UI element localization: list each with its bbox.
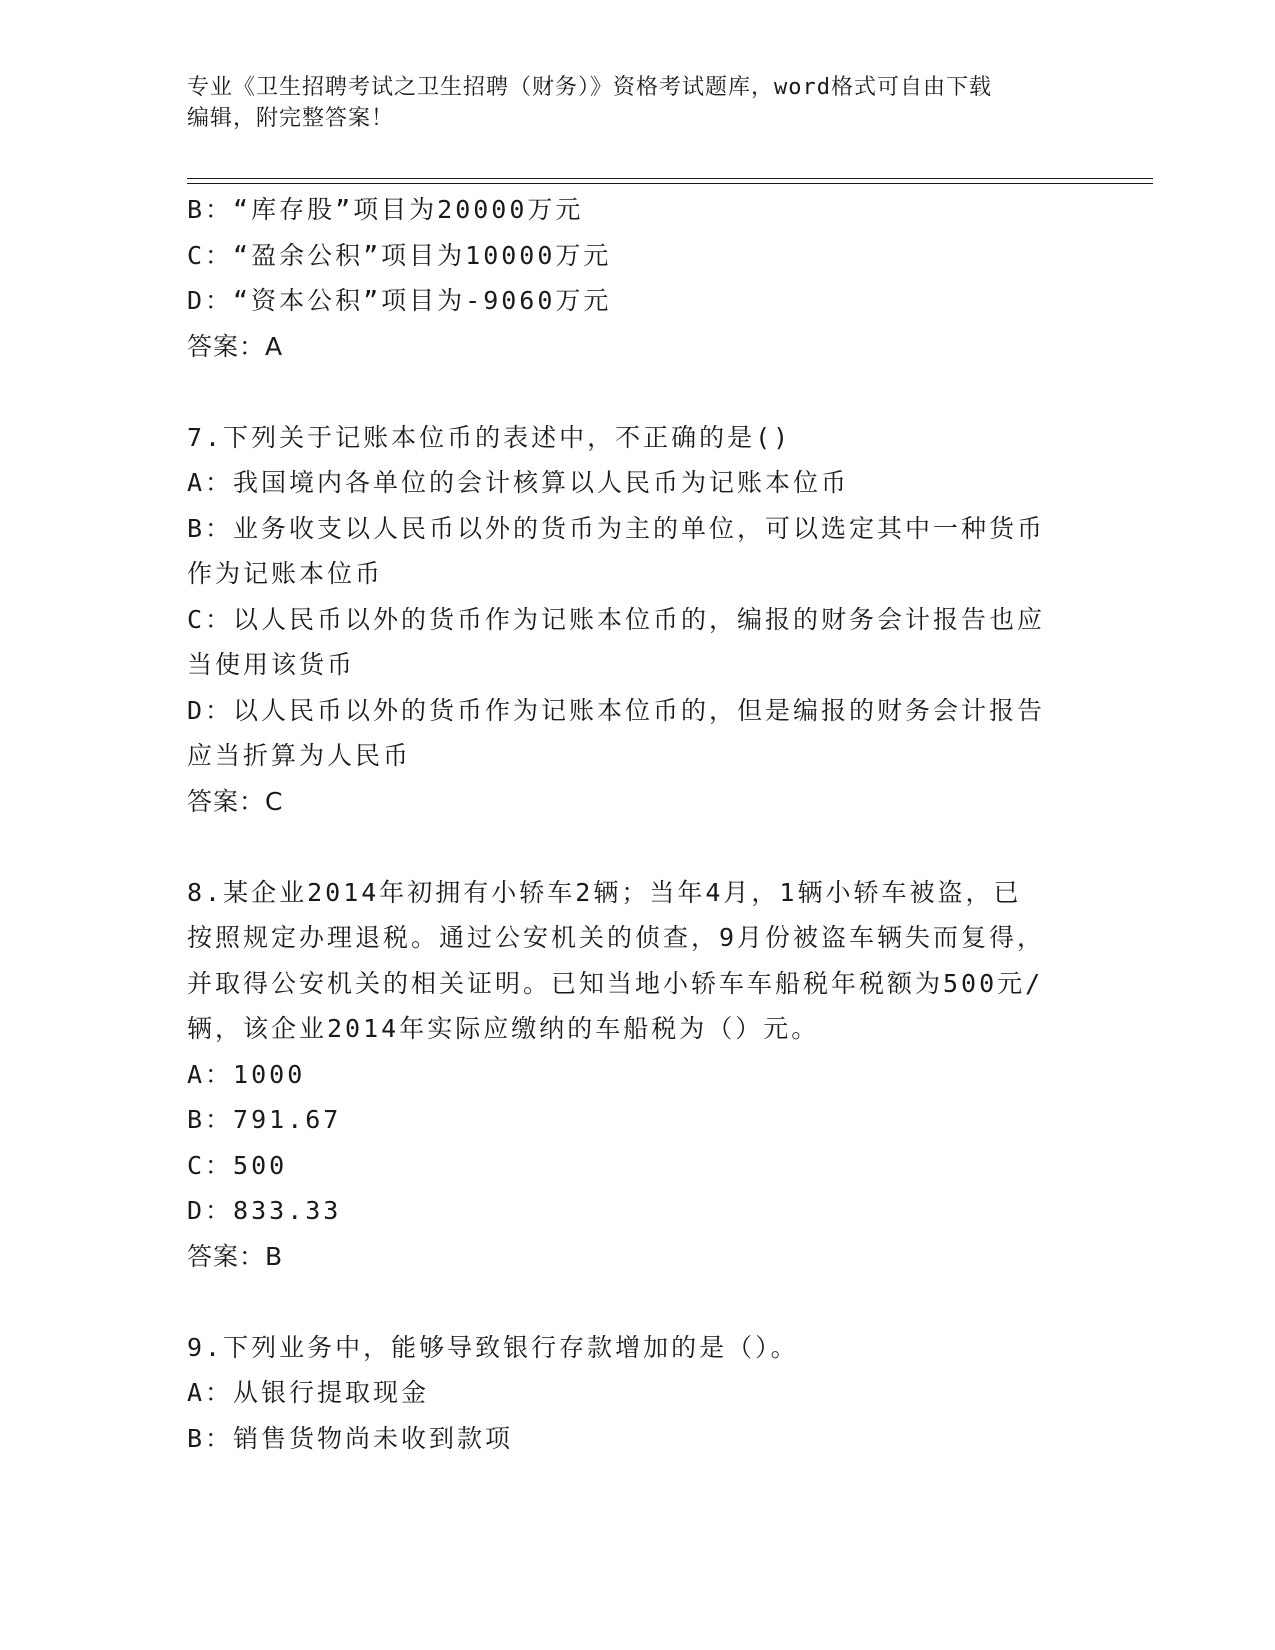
q9-option-a: A：从银行提取现金 bbox=[187, 1378, 430, 1407]
question-8 bbox=[187, 870, 1087, 1280]
q7-option-c-line2: 当使用该货币 bbox=[187, 650, 356, 679]
q7-option-b-line2: 作为记账本位币 bbox=[187, 559, 384, 588]
q7-option-c-line1: C：以人民币以外的货币作为记账本位币的，编报的财务会计报告也应 bbox=[187, 604, 1046, 634]
header-divider-top bbox=[187, 178, 1153, 179]
question-content bbox=[187, 187, 1087, 1461]
q7-option-d-line1: D：以人民币以外的货币作为记账本位币的，但是编报的财务会计报告 bbox=[187, 695, 1046, 725]
question-6-continued bbox=[187, 187, 1087, 369]
header-line-1: 专业《卫生招聘考试之卫生招聘（财务）》资格考试题库，word格式可自由下载 bbox=[187, 75, 992, 100]
q7-stem: 7.下列关于记账本位币的表述中，不正确的是() bbox=[187, 422, 792, 452]
q9-stem: 9.下列业务中，能够导致银行存款增加的是（）。 bbox=[187, 1332, 799, 1362]
q6-answer: 答案：A bbox=[187, 331, 284, 361]
q8-option-b: B：791.67 bbox=[187, 1105, 342, 1134]
header-divider-bottom bbox=[187, 183, 1153, 184]
spacer bbox=[187, 824, 1087, 870]
q6-option-b: B：“库存股”项目为20000万元 bbox=[187, 195, 584, 224]
question-7 bbox=[187, 415, 1087, 825]
question-9 bbox=[187, 1325, 1087, 1462]
q6-option-d: D：“资本公积”项目为-9060万元 bbox=[187, 286, 612, 315]
q7-answer: 答案：C bbox=[187, 786, 284, 816]
spacer bbox=[187, 1279, 1087, 1325]
q7-option-d-line2: 应当折算为人民币 bbox=[187, 741, 412, 770]
q8-option-a: A：1000 bbox=[187, 1059, 306, 1089]
document-header bbox=[187, 72, 1067, 134]
q8-option-c: C：500 bbox=[187, 1150, 288, 1180]
q7-option-a: A：我国境内各单位的会计核算以人民币为记账本位币 bbox=[187, 468, 850, 497]
header-line-2: 编辑，附完整答案！ bbox=[187, 106, 395, 131]
q7-option-b-line1: B：业务收支以人民币以外的货币为主的单位，可以选定其中一种货币 bbox=[187, 513, 1046, 543]
q8-stem-line4: 辆，该企业2014年实际应缴纳的车船税为（）元。 bbox=[187, 1014, 820, 1043]
q8-stem-line3: 并取得公安机关的相关证明。已知当地小轿车车船税年税额为500元/ bbox=[187, 968, 1044, 998]
q8-stem-line2: 按照规定办理退税。通过公安机关的侦查，9月份被盗车辆失而复得， bbox=[187, 923, 1046, 952]
q6-option-c: C：“盈余公积”项目为10000万元 bbox=[187, 240, 612, 270]
q8-option-d: D：833.33 bbox=[187, 1196, 342, 1225]
q8-answer: 答案：B bbox=[187, 1241, 284, 1271]
q9-option-b: B：销售货物尚未收到款项 bbox=[187, 1423, 514, 1453]
spacer bbox=[187, 369, 1087, 415]
q8-stem-line1: 8.某企业2014年初拥有小轿车2辆；当年4月，1辆小轿车被盗，已 bbox=[187, 877, 1022, 907]
